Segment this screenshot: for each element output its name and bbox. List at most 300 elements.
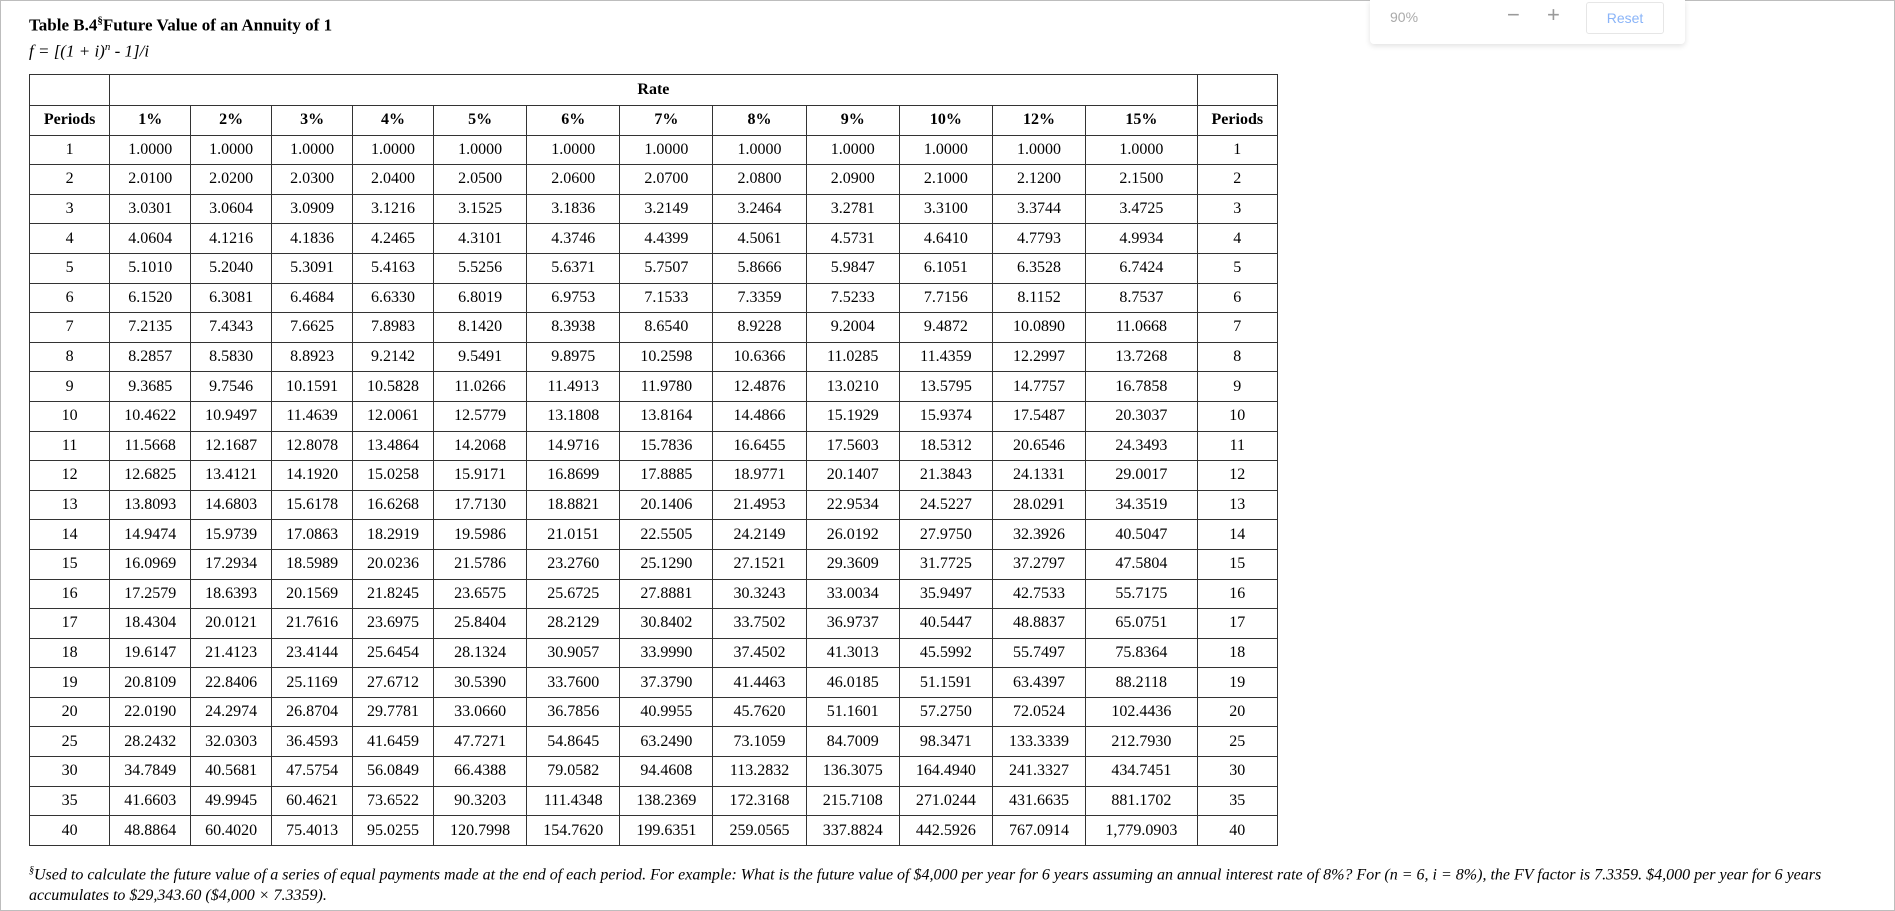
value-cell: 1.0000 [899,135,992,165]
period-cell-left: 19 [30,668,110,698]
value-cell: 1.0000 [992,135,1085,165]
value-cell: 4.1836 [272,224,353,254]
value-cell: 23.2760 [527,549,620,579]
value-cell: 41.6603 [110,786,191,816]
value-cell: 2.0800 [713,165,806,195]
period-cell-left: 5 [30,253,110,283]
value-cell: 16.0969 [110,549,191,579]
value-cell: 33.9990 [620,638,713,668]
value-cell: 113.2832 [713,757,806,787]
value-cell: 1.0000 [353,135,434,165]
value-cell: 41.4463 [713,668,806,698]
value-cell: 56.0849 [353,757,434,787]
value-cell: 41.3013 [806,638,899,668]
value-cell: 10.1591 [272,372,353,402]
value-cell: 16.6455 [713,431,806,461]
period-cell-left: 9 [30,372,110,402]
value-cell: 24.5227 [899,490,992,520]
value-cell: 27.6712 [353,668,434,698]
value-cell: 17.2579 [110,579,191,609]
value-cell: 434.7451 [1086,757,1197,787]
table-row [30,786,1278,816]
value-cell: 10.4622 [110,401,191,431]
value-cell: 10.9497 [191,401,272,431]
value-cell: 13.4121 [191,461,272,491]
value-cell: 25.1169 [272,668,353,698]
value-cell: 3.1836 [527,194,620,224]
value-cell: 1.0000 [272,135,353,165]
value-cell: 73.1059 [713,727,806,757]
value-cell: 1.0000 [1086,135,1197,165]
rate-column-header: 10% [899,106,992,136]
rate-column-header: 4% [353,106,434,136]
period-cell-right: 4 [1197,224,1277,254]
value-cell: 8.3938 [527,313,620,343]
rate-column-header: 3% [272,106,353,136]
value-cell: 63.2490 [620,727,713,757]
value-cell: 2.0700 [620,165,713,195]
rate-header-row [30,75,1278,106]
value-cell: 41.6459 [353,727,434,757]
period-cell-left: 30 [30,757,110,787]
value-cell: 32.0303 [191,727,272,757]
zoom-in-button[interactable]: + [1547,2,1560,27]
value-cell: 12.6825 [110,461,191,491]
value-cell: 37.2797 [992,549,1085,579]
value-cell: 7.7156 [899,283,992,313]
value-cell: 3.2781 [806,194,899,224]
value-cell: 21.7616 [272,609,353,639]
value-cell: 14.9474 [110,520,191,550]
value-cell: 18.9771 [713,461,806,491]
value-cell: 17.5487 [992,401,1085,431]
value-cell: 73.6522 [353,786,434,816]
value-cell: 98.3471 [899,727,992,757]
zoom-level: 90% [1390,9,1419,25]
value-cell: 22.0190 [110,697,191,727]
title-section-mark: § [97,15,103,27]
value-cell: 2.0200 [191,165,272,195]
period-cell-left: 15 [30,549,110,579]
value-cell: 14.2068 [434,431,527,461]
value-cell: 20.8109 [110,668,191,698]
value-cell: 54.8645 [527,727,620,757]
value-cell: 4.5061 [713,224,806,254]
value-cell: 18.2919 [353,520,434,550]
value-cell: 19.5986 [434,520,527,550]
value-cell: 40.5681 [191,757,272,787]
value-cell: 7.5233 [806,283,899,313]
value-cell: 3.3744 [992,194,1085,224]
value-cell: 8.5830 [191,342,272,372]
value-cell: 95.0255 [353,816,434,846]
value-cell: 20.1569 [272,579,353,609]
value-cell: 3.2149 [620,194,713,224]
value-cell: 1.0000 [434,135,527,165]
table-row [30,135,1278,165]
value-cell: 337.8824 [806,816,899,846]
value-cell: 7.3359 [713,283,806,313]
value-cell: 11.0668 [1086,313,1197,343]
value-cell: 18.5312 [899,431,992,461]
value-cell: 4.3746 [527,224,620,254]
value-cell: 12.8078 [272,431,353,461]
value-cell: 33.0034 [806,579,899,609]
value-cell: 4.2465 [353,224,434,254]
value-cell: 1.0000 [191,135,272,165]
value-cell: 14.4866 [713,401,806,431]
value-cell: 28.0291 [992,490,1085,520]
value-cell: 259.0565 [713,816,806,846]
value-cell: 8.7537 [1086,283,1197,313]
value-cell: 8.2857 [110,342,191,372]
value-cell: 40.5447 [899,609,992,639]
value-cell: 9.8975 [527,342,620,372]
value-cell: 22.8406 [191,668,272,698]
value-cell: 16.7858 [1086,372,1197,402]
rate-column-header: 5% [434,106,527,136]
rate-corner-cell-right [1197,75,1277,106]
value-cell: 21.5786 [434,549,527,579]
value-cell: 215.7108 [806,786,899,816]
column-header-row [30,106,1278,136]
value-cell: 15.7836 [620,431,713,461]
value-cell: 36.9737 [806,609,899,639]
value-cell: 24.1331 [992,461,1085,491]
value-cell: 35.9497 [899,579,992,609]
value-cell: 20.3037 [1086,401,1197,431]
value-cell: 4.6410 [899,224,992,254]
value-cell: 24.2149 [713,520,806,550]
value-cell: 14.9716 [527,431,620,461]
value-cell: 33.7600 [527,668,620,698]
value-cell: 17.7130 [434,490,527,520]
value-cell: 18.4304 [110,609,191,639]
footnote-text: Used to calculate the future value of a series of equal payments made at the end of each period. For example: What is the future value of $4,000 per year for 6 years assuming an annual interest rate of 8%? For (n = 6, i = 8%), the FV factor is 7.3359. $4,000 per year for 6 years accumulates to $29,343.60 ($4,000 × 7.3359). [29,866,1822,905]
period-cell-right: 5 [1197,253,1277,283]
value-cell: 28.2432 [110,727,191,757]
table-row [30,224,1278,254]
value-cell: 17.5603 [806,431,899,461]
value-cell: 11.5668 [110,431,191,461]
value-cell: 90.3203 [434,786,527,816]
value-cell: 7.4343 [191,313,272,343]
period-cell-right: 1 [1197,135,1277,165]
value-cell: 6.1051 [899,253,992,283]
rate-column-header: 15% [1086,106,1197,136]
value-cell: 29.3609 [806,549,899,579]
value-cell: 23.4144 [272,638,353,668]
value-cell: 2.0100 [110,165,191,195]
value-cell: 212.7930 [1086,727,1197,757]
value-cell: 9.7546 [191,372,272,402]
rate-column-header: 9% [806,106,899,136]
value-cell: 23.6975 [353,609,434,639]
table-row [30,372,1278,402]
value-cell: 47.5754 [272,757,353,787]
period-cell-right: 13 [1197,490,1277,520]
value-cell: 2.1200 [992,165,1085,195]
value-cell: 30.3243 [713,579,806,609]
value-cell: 66.4388 [434,757,527,787]
table-title [29,15,332,36]
value-cell: 2.0900 [806,165,899,195]
zoom-toolbar [1370,0,1685,44]
value-cell: 15.0258 [353,461,434,491]
annuity-table [29,74,1278,846]
period-cell-left: 4 [30,224,110,254]
rate-corner-cell [30,75,110,106]
value-cell: 27.8881 [620,579,713,609]
value-cell: 60.4020 [191,816,272,846]
value-cell: 12.4876 [713,372,806,402]
period-cell-left: 17 [30,609,110,639]
value-cell: 12.2997 [992,342,1085,372]
value-cell: 9.3685 [110,372,191,402]
value-cell: 4.4399 [620,224,713,254]
table-row [30,283,1278,313]
period-cell-right: 7 [1197,313,1277,343]
value-cell: 442.5926 [899,816,992,846]
period-cell-right: 3 [1197,194,1277,224]
table-row [30,638,1278,668]
value-cell: 767.0914 [992,816,1085,846]
value-cell: 11.4359 [899,342,992,372]
rate-column-header: 6% [527,106,620,136]
table-row [30,520,1278,550]
value-cell: 6.4684 [272,283,353,313]
value-cell: 16.8699 [527,461,620,491]
value-cell: 3.3100 [899,194,992,224]
value-cell: 18.6393 [191,579,272,609]
value-cell: 6.8019 [434,283,527,313]
value-cell: 3.0604 [191,194,272,224]
value-cell: 5.5256 [434,253,527,283]
value-cell: 25.6454 [353,638,434,668]
value-cell: 2.0400 [353,165,434,195]
value-cell: 13.8093 [110,490,191,520]
value-cell: 42.7533 [992,579,1085,609]
value-cell: 48.8864 [110,816,191,846]
value-cell: 20.0121 [191,609,272,639]
value-cell: 20.1406 [620,490,713,520]
value-cell: 1.0000 [527,135,620,165]
value-cell: 45.5992 [899,638,992,668]
value-cell: 30.9057 [527,638,620,668]
period-cell-right: 14 [1197,520,1277,550]
value-cell: 11.4913 [527,372,620,402]
value-cell: 34.3519 [1086,490,1197,520]
value-cell: 14.7757 [992,372,1085,402]
value-cell: 17.2934 [191,549,272,579]
period-cell-left: 3 [30,194,110,224]
value-cell: 11.4639 [272,401,353,431]
table-row [30,194,1278,224]
value-cell: 6.3528 [992,253,1085,283]
table-row [30,668,1278,698]
value-cell: 15.6178 [272,490,353,520]
value-cell: 10.5828 [353,372,434,402]
table-row [30,253,1278,283]
formula-base: f = [(1 + i) [29,41,105,61]
value-cell: 46.0185 [806,668,899,698]
value-cell: 30.5390 [434,668,527,698]
value-cell: 5.7507 [620,253,713,283]
formula [29,41,149,62]
value-cell: 11.9780 [620,372,713,402]
value-cell: 21.0151 [527,520,620,550]
value-cell: 18.5989 [272,549,353,579]
value-cell: 20.0236 [353,549,434,579]
value-cell: 10.6366 [713,342,806,372]
value-cell: 102.4436 [1086,697,1197,727]
value-cell: 1,779.0903 [1086,816,1197,846]
value-cell: 17.0863 [272,520,353,550]
period-cell-left: 8 [30,342,110,372]
value-cell: 28.1324 [434,638,527,668]
value-cell: 154.7620 [527,816,620,846]
table-row [30,401,1278,431]
value-cell: 20.1407 [806,461,899,491]
value-cell: 11.0285 [806,342,899,372]
formula-tail: - 1]/i [110,41,150,61]
value-cell: 17.8885 [620,461,713,491]
zoom-reset-button[interactable]: Reset [1586,2,1664,34]
zoom-out-button[interactable]: − [1507,2,1520,27]
value-cell: 3.0301 [110,194,191,224]
value-cell: 13.7268 [1086,342,1197,372]
value-cell: 25.6725 [527,579,620,609]
value-cell: 84.7009 [806,727,899,757]
period-cell-left: 35 [30,786,110,816]
value-cell: 3.1525 [434,194,527,224]
period-cell-left: 12 [30,461,110,491]
value-cell: 2.1000 [899,165,992,195]
value-cell: 21.4953 [713,490,806,520]
period-cell-right: 6 [1197,283,1277,313]
value-cell: 29.7781 [353,697,434,727]
value-cell: 47.7271 [434,727,527,757]
value-cell: 8.1420 [434,313,527,343]
value-cell: 13.4864 [353,431,434,461]
value-cell: 37.4502 [713,638,806,668]
value-cell: 2.0500 [434,165,527,195]
period-cell-right: 16 [1197,579,1277,609]
value-cell: 55.7497 [992,638,1085,668]
period-cell-left: 13 [30,490,110,520]
period-cell-left: 11 [30,431,110,461]
value-cell: 49.9945 [191,786,272,816]
period-cell-right: 9 [1197,372,1277,402]
value-cell: 25.1290 [620,549,713,579]
periods-header-left: Periods [30,106,110,136]
period-cell-right: 30 [1197,757,1277,787]
value-cell: 14.1920 [272,461,353,491]
value-cell: 72.0524 [992,697,1085,727]
value-cell: 3.4725 [1086,194,1197,224]
value-cell: 65.0751 [1086,609,1197,639]
table-row [30,757,1278,787]
title-prefix: Table B.4 [29,15,98,35]
value-cell: 21.3843 [899,461,992,491]
value-cell: 1.0000 [110,135,191,165]
value-cell: 10.0890 [992,313,1085,343]
value-cell: 7.6625 [272,313,353,343]
table-row [30,697,1278,727]
value-cell: 241.3327 [992,757,1085,787]
value-cell: 22.9534 [806,490,899,520]
period-cell-left: 40 [30,816,110,846]
table-row [30,313,1278,343]
value-cell: 10.2598 [620,342,713,372]
value-cell: 133.3339 [992,727,1085,757]
period-cell-right: 40 [1197,816,1277,846]
value-cell: 30.8402 [620,609,713,639]
value-cell: 25.8404 [434,609,527,639]
value-cell: 6.6330 [353,283,434,313]
period-cell-right: 19 [1197,668,1277,698]
table-row [30,579,1278,609]
value-cell: 6.9753 [527,283,620,313]
period-cell-right: 25 [1197,727,1277,757]
value-cell: 20.6546 [992,431,1085,461]
table-row [30,342,1278,372]
value-cell: 881.1702 [1086,786,1197,816]
value-cell: 164.4940 [899,757,992,787]
value-cell: 271.0244 [899,786,992,816]
rate-column-header: 2% [191,106,272,136]
period-cell-left: 6 [30,283,110,313]
value-cell: 8.9228 [713,313,806,343]
value-cell: 31.7725 [899,549,992,579]
period-cell-left: 1 [30,135,110,165]
value-cell: 7.2135 [110,313,191,343]
value-cell: 5.1010 [110,253,191,283]
value-cell: 6.7424 [1086,253,1197,283]
value-cell: 13.5795 [899,372,992,402]
value-cell: 431.6635 [992,786,1085,816]
value-cell: 12.1687 [191,431,272,461]
value-cell: 11.0266 [434,372,527,402]
value-cell: 33.0660 [434,697,527,727]
rate-header: Rate [110,75,1197,106]
value-cell: 5.2040 [191,253,272,283]
value-cell: 5.9847 [806,253,899,283]
value-cell: 120.7998 [434,816,527,846]
value-cell: 21.8245 [353,579,434,609]
value-cell: 2.0600 [527,165,620,195]
value-cell: 48.8837 [992,609,1085,639]
value-cell: 1.0000 [620,135,713,165]
value-cell: 7.8983 [353,313,434,343]
value-cell: 26.8704 [272,697,353,727]
value-cell: 18.8821 [527,490,620,520]
value-cell: 36.4593 [272,727,353,757]
period-cell-right: 20 [1197,697,1277,727]
value-cell: 9.4872 [899,313,992,343]
footnote-mark: § [29,865,34,876]
formula-exponent: n [104,41,111,53]
value-cell: 4.0604 [110,224,191,254]
period-cell-right: 15 [1197,549,1277,579]
value-cell: 4.1216 [191,224,272,254]
value-cell: 24.2974 [191,697,272,727]
value-cell: 136.3075 [806,757,899,787]
period-cell-left: 7 [30,313,110,343]
value-cell: 24.3493 [1086,431,1197,461]
period-cell-left: 16 [30,579,110,609]
value-cell: 8.6540 [620,313,713,343]
